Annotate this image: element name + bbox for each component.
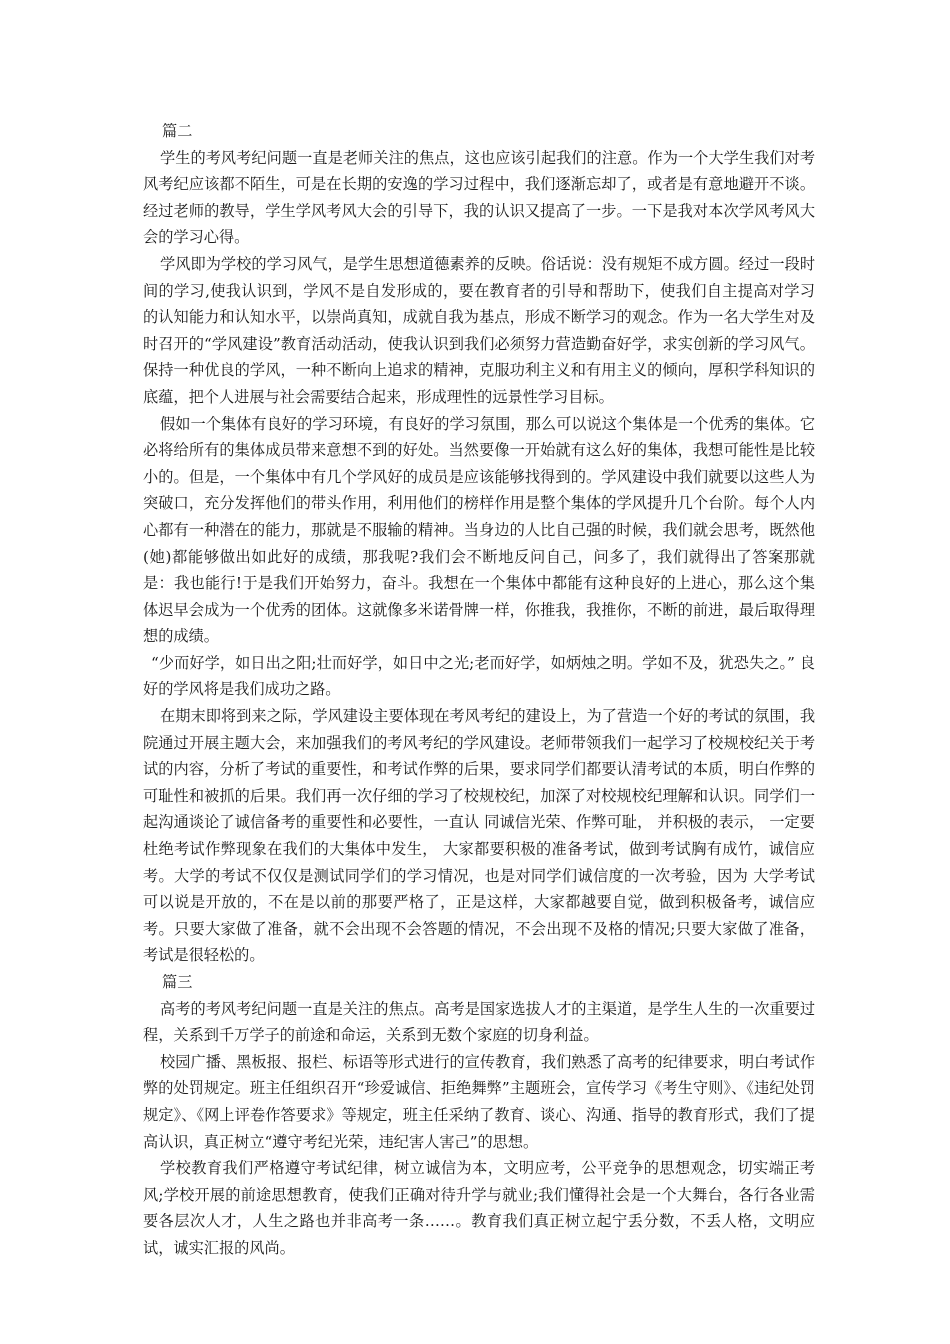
quote-paragraph: “少而好学，如日出之阳;壮而好学，如日中之光;老而好学，如炳烛之明。学如不及，犹恐失之。” 良好的学风将是我们成功之路。 <box>143 653 815 699</box>
section-heading-3: 篇三 <box>162 973 193 991</box>
paragraph: 校园广播、黑板报、报栏、标语等形式进行的宣传教育，我们熟悉了高考的纪律要求，明白考试作弊的处罚规定。班主任组织召开“珍爱诚信、拒绝舞弊”主题班会，宣传学习《考生守则》、《违纪处罚规定》、《网上评卷作答要求》等规定，班主任采纳了教育、谈心、沟通、指导的教育形式，我们了提高认识，真正树立“遵守考纪光荣，违纪害人害己”的思想。 <box>143 1052 815 1151</box>
paragraph: 学校教育我们严格遵守考试纪律，树立诚信为本，文明应考，公平竞争的思想观念，切实端正考风;学校开展的前途思想教育，使我们正确对待升学与就业;我们懂得社会是一个大舞台，各行各业需要各层次人才，人生之路也并非高考一条……。教育我们真正树立起宁丢分数，不丢人格，文明应试，诚实汇报的风尚。 <box>143 1159 815 1257</box>
paragraph: 学生的考风考纪问题一直是老师关注的焦点，这也应该引起我们的注意。作为一个大学生我们对考风考纪应该都不陌生，可是在长期的安逸的学习过程中，我们逐渐忘却了，或者是有意地避开不谈。经过老师的教导，学生学风考风大会的引导下，我的认识又提高了一步。一下是我对本次学风考风大会的学习心得。 <box>143 148 815 247</box>
paragraph: 高考的考风考纪问题一直是关注的焦点。高考是国家选拔人才的主渠道，是学生人生的一次重要过程，关系到千万学子的前途和命运，关系到无数个家庭的切身利益。 <box>143 999 815 1045</box>
paragraph: 学风即为学校的学习风气，是学生思想道德素养的反映。俗话说：没有规矩不成方圆。经过一段时间的学习,使我认识到，学风不是自发形成的，要在教育者的引导和帮助下，使我们自主提高对学习的认知能力和认知水平，以崇尚真知，成就自我为基点，形成不断学习的观念。作为一名大学生对及时召开的“学风建设”教育活动活动，使我认识到我们必须努力营造勤奋好学，求实创新的学习风气。保持一种优良的学风，一种不断向上追求的精神，克服功利主义和有用主义的倾向，厚积学科知识的底蕴，把个人进展与社会需要结合起来，形成理性的远景性学习目标。 <box>143 254 815 406</box>
section-heading-2: 篇二 <box>162 122 193 140</box>
paragraph: 假如一个集体有良好的学习环境，有良好的学习氛围，那么可以说这个集体是一个优秀的集体。它必将给所有的集体成员带来意想不到的好处。当然要像一开始就有这么好的集体，我想可能性是比较小的。但是，一个集体中有几个学风好的成员是应该能够找得到的。学风建设中我们就要以这些人为突破口，充分发挥他们的带头作用，利用他们的榜样作用是整个集体的学风提升几个台阶。每个人内心都有一种潜在的能力，那就是不服输的精神。当身边的人比自己强的时候，我们就会思考，既然他(她)都能够做出如此好的成绩，那我呢?我们会不断地反问自己，问多了，我们就得出了答案那就是：我也能行!于是我们开始努力，奋斗。我想在一个集体中都能有这种良好的上进心，那么这个集体迟早会成为一个优秀的团体。这就像多米诺骨牌一样，你推我，我推你，不断的前进，最后取得理想的成绩。 <box>143 414 815 646</box>
document-body <box>143 118 815 1262</box>
paragraph: 在期末即将到来之际，学风建设主要体现在考风考纪的建设上，为了营造一个好的考试的氛围，我院通过开展主题大会，来加强我们的考风考纪的学风建设。老师带领我们一起学习了校规校纪关于考试的内容，分析了考试的重要性，和考试作弊的后果，要求同学们都要认清考试的本质，明白作弊的 可耻性和被抓的后果。我们再一次仔细的学习了校规校纪，加深了对校规校纪理解和认识。同学们一起沟通谈论了诚信备考的重要性和必要性，一直认 同诚信光荣、作弊可耻， 并积极的表示， 一定要杜绝考试作弊现象在我们的大集体中发生， 大家都要积极的准备考试，做到考试胸有成竹，诚信应考。大学的考试不仅仅是测试同学们的学习情况，也是对同学们诚信度的一次考验，因为 大学考试可以说是开放的，不在是以前的那要严格了，正是这样，大家都越要自觉，做到积极备考，诚信应考。只要大家做了准备，就不会出现不会答题的情况，不会出现不及格的情况;只要大家做了准备，考试是很轻松的。 <box>143 707 815 965</box>
